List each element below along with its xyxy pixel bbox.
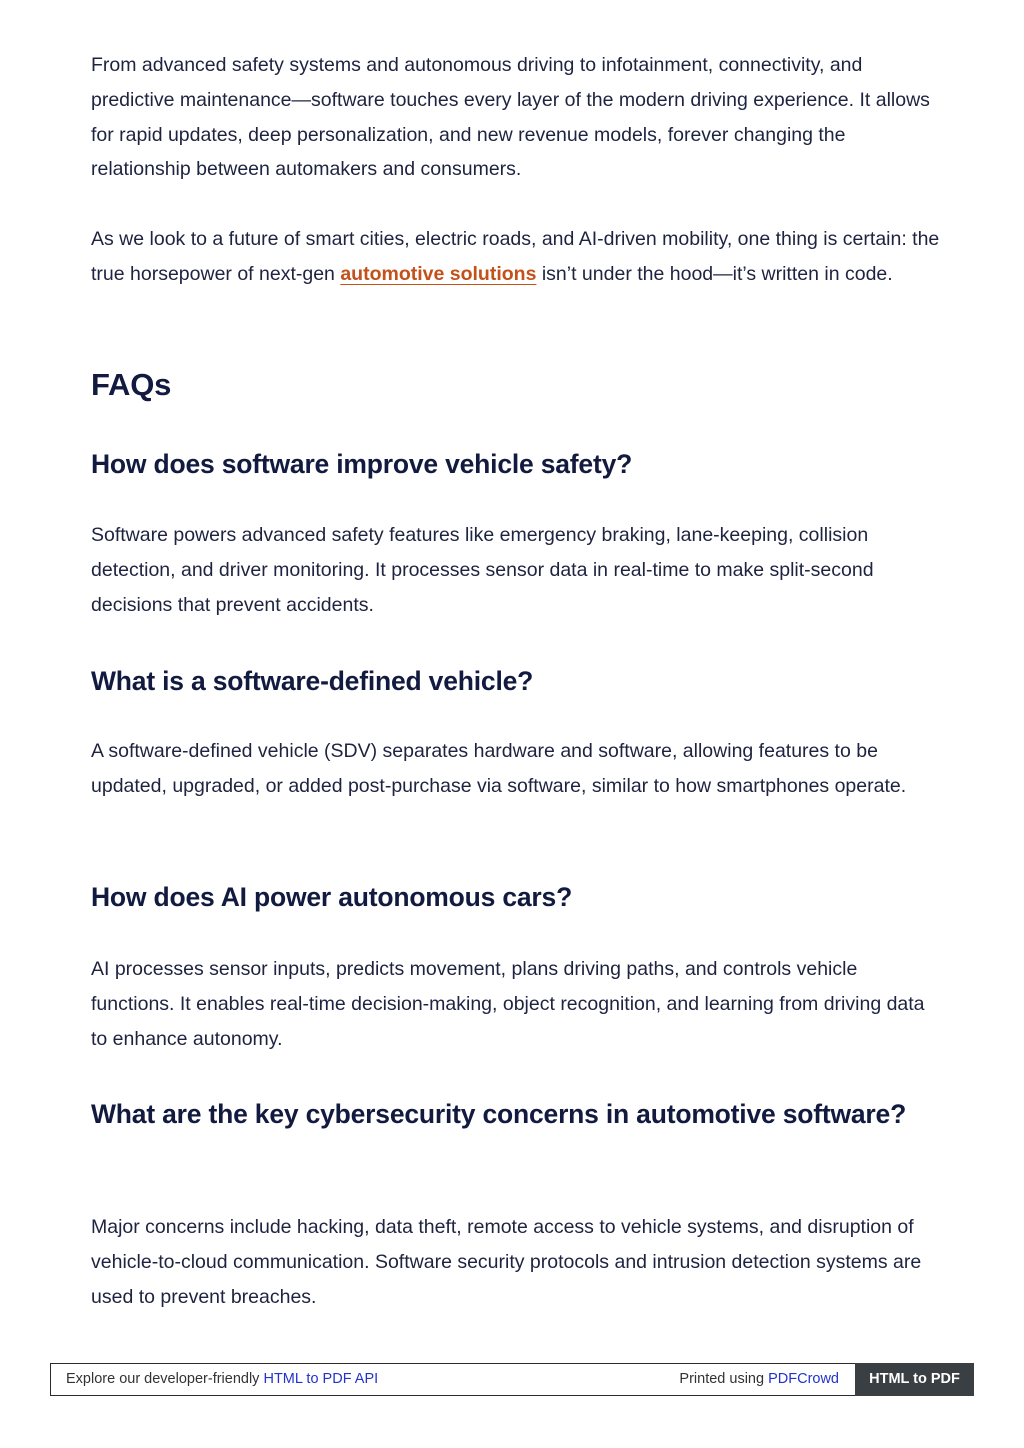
faq-answer-4: Major concerns include hacking, data theft, remote access to vehicle systems, and disruption of vehicle-to-cloud communication. Software security protocols and intrusion detection systems are used to prevent breaches.	[91, 1216, 922, 1308]
faq-answer-2: A software-defined vehicle (SDV) separates hardware and software, allowing features to be updated, upgraded, or added post-purchase via software, similar to how smartphones operate.	[91, 740, 907, 797]
faq-question-3: How does AI power autonomous cars?	[91, 882, 573, 912]
pdfcrowd-link[interactable]: PDFCrowd	[768, 1371, 839, 1387]
footer-printed-text: Printed using	[679, 1371, 769, 1387]
footer-explore-text: Explore our developer-friendly	[66, 1371, 264, 1387]
automotive-solutions-link[interactable]: automotive solutions	[340, 262, 537, 285]
faq-answer-3: AI processes sensor inputs, predicts movement, plans driving paths, and controls vehicle functions. It enables real-time decision-making, object recognition, and learning from driving data to enhance autonomy.	[91, 958, 925, 1050]
pdfcrowd-footer-bar	[50, 1363, 974, 1396]
faq-question-1: How does software improve vehicle safety?	[91, 449, 633, 479]
html-to-pdf-button[interactable]: HTML to PDF	[855, 1363, 974, 1396]
intro-paragraph-2-text-before: As we look to a future of smart cities, electric roads, and AI-driven mobility, one thing is certain: the true horsepower of next-gen	[91, 228, 940, 285]
faq-question-2: What is a software-defined vehicle?	[91, 666, 534, 696]
footer-printed	[679, 1371, 839, 1387]
html-to-pdf-api-link[interactable]: HTML to PDF API	[263, 1371, 379, 1387]
footer-explore	[66, 1371, 378, 1387]
intro-paragraph-2	[91, 222, 941, 292]
faq-answer-1: Software powers advanced safety features like emergency braking, lane-keeping, collision detection, and driver monitoring. It processes sensor data in real-time to make split-second decisions that prevent accidents.	[91, 524, 874, 616]
faq-question-4: What are the key cybersecurity concerns in automotive software?	[91, 1099, 907, 1129]
intro-paragraph-2-text-after: isn’t under the hood—it’s written in code.	[536, 262, 893, 285]
intro-paragraph-1: From advanced safety systems and autonomous driving to infotainment, connectivity, and predictive maintenance—software touches every layer of the modern driving experience. It allows for rapid updates, deep personalization, and new revenue models, forever changing the relationship between automakers and consumers.	[91, 54, 930, 181]
faqs-heading: FAQs	[91, 367, 172, 402]
